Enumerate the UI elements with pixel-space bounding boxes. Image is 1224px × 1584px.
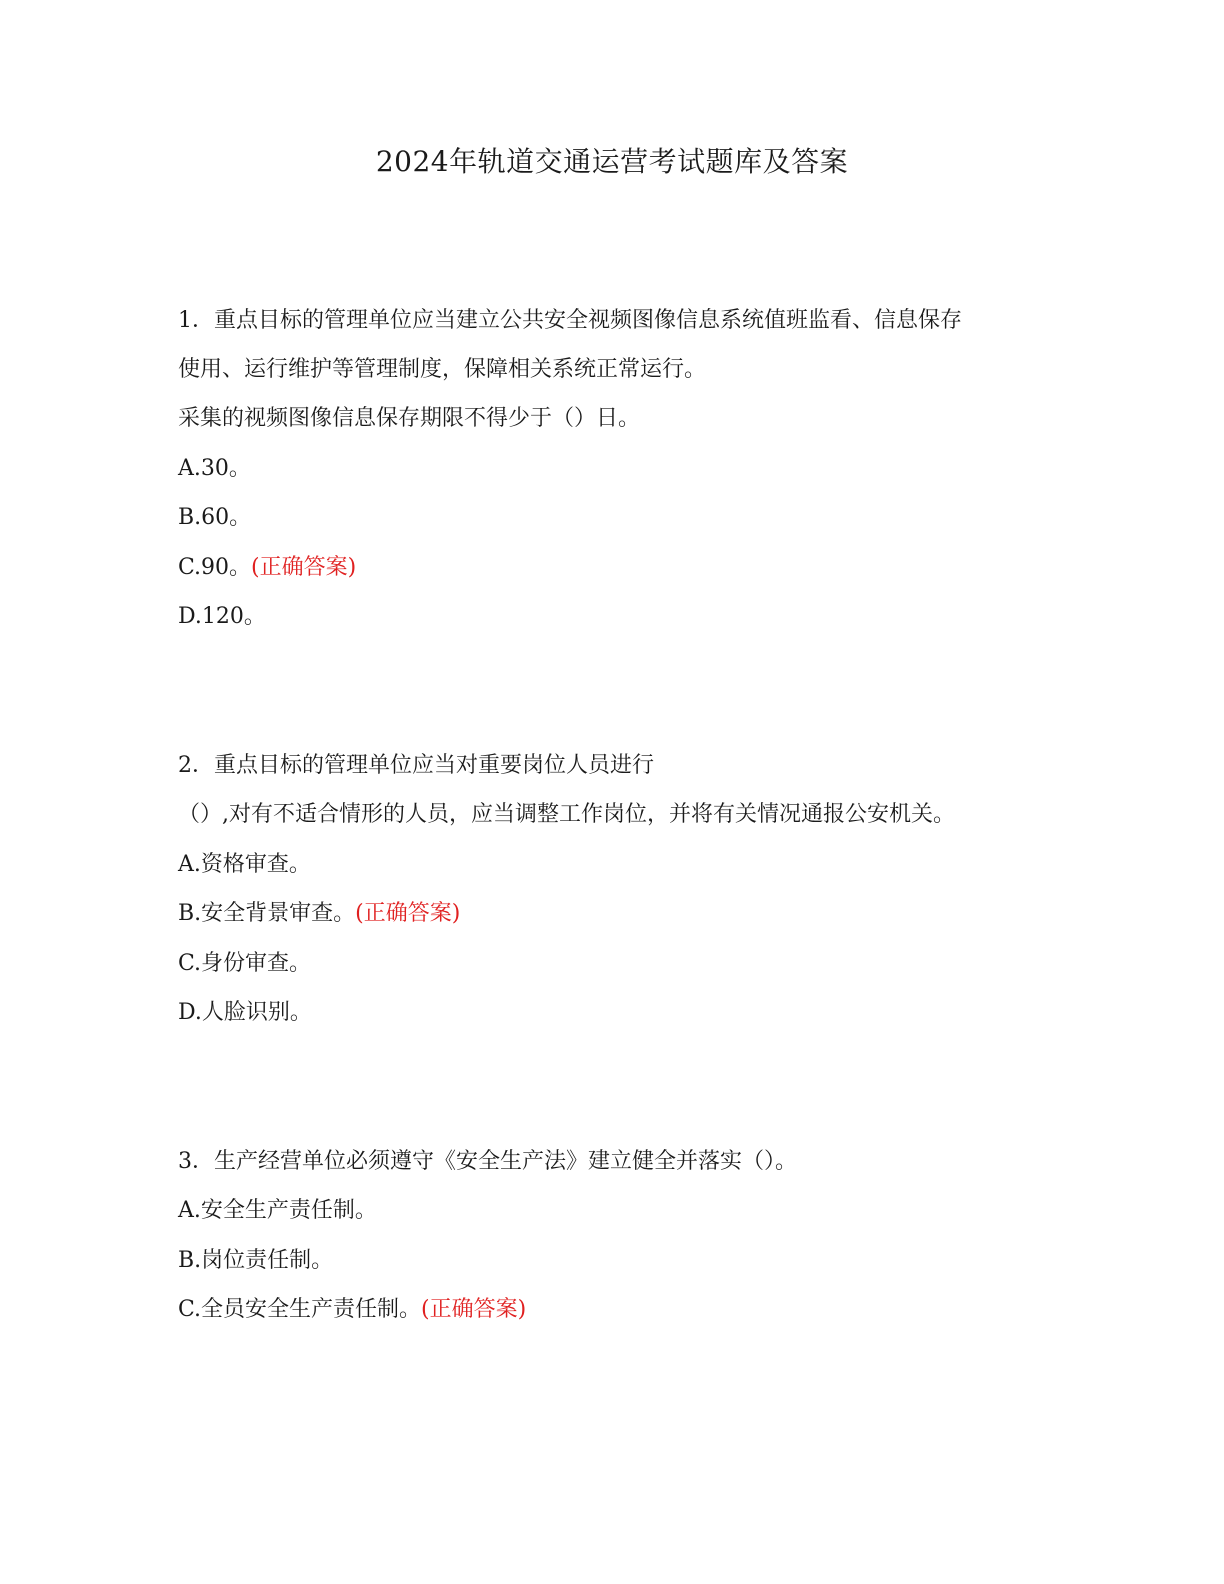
question-1-option-d: D.120。 <box>178 604 266 629</box>
question-2-option-d: D.人脸识别。 <box>178 1000 312 1025</box>
question-2-stem-line-1: 2．重点目标的管理单位应当对重要岗位人员进行 <box>178 753 654 778</box>
question-2-option-b <box>178 897 460 931</box>
question-3-option-c <box>178 1293 526 1327</box>
correct-answer-marker: (正确答案) <box>421 1297 527 1322</box>
question-3-option-a: A.安全生产责任制。 <box>178 1198 377 1223</box>
question-1-option-a: A.30。 <box>178 456 251 481</box>
option-text: C.全员安全生产责任制。 <box>178 1297 422 1322</box>
document-title: 2024年轨道交通运营考试题库及答案 <box>375 145 849 178</box>
option-text: C.90。 <box>178 555 252 580</box>
question-2-option-c: C.身份审查。 <box>178 951 312 976</box>
question-2-option-a: A.资格审查。 <box>178 852 311 877</box>
question-3-option-b: B.岗位责任制。 <box>178 1248 334 1273</box>
question-1-stem-line-3: 采集的视频图像信息保存期限不得少于（）日。 <box>178 406 641 431</box>
question-1-stem-line-2: 使用、运行维护等管理制度，保障相关系统正常运行。 <box>178 357 707 382</box>
question-3-stem-line-1: 3．生产经营单位必须遵守《安全生产法》建立健全并落实（）。 <box>178 1149 797 1174</box>
option-text: B.安全背景审查。 <box>178 901 356 926</box>
question-1-option-c <box>178 551 356 585</box>
question-1-stem-line-1: 1．重点目标的管理单位应当建立公共安全视频图像信息系统值班监看、信息保存 <box>178 308 962 333</box>
question-1-option-b: B.60。 <box>178 505 252 530</box>
correct-answer-marker: (正确答案) <box>251 555 357 580</box>
correct-answer-marker: (正确答案) <box>355 901 461 926</box>
question-2-stem-line-2: （）,对有不适合情形的人员，应当调整工作岗位，并将有关情况通报公安机关。 <box>178 802 955 827</box>
